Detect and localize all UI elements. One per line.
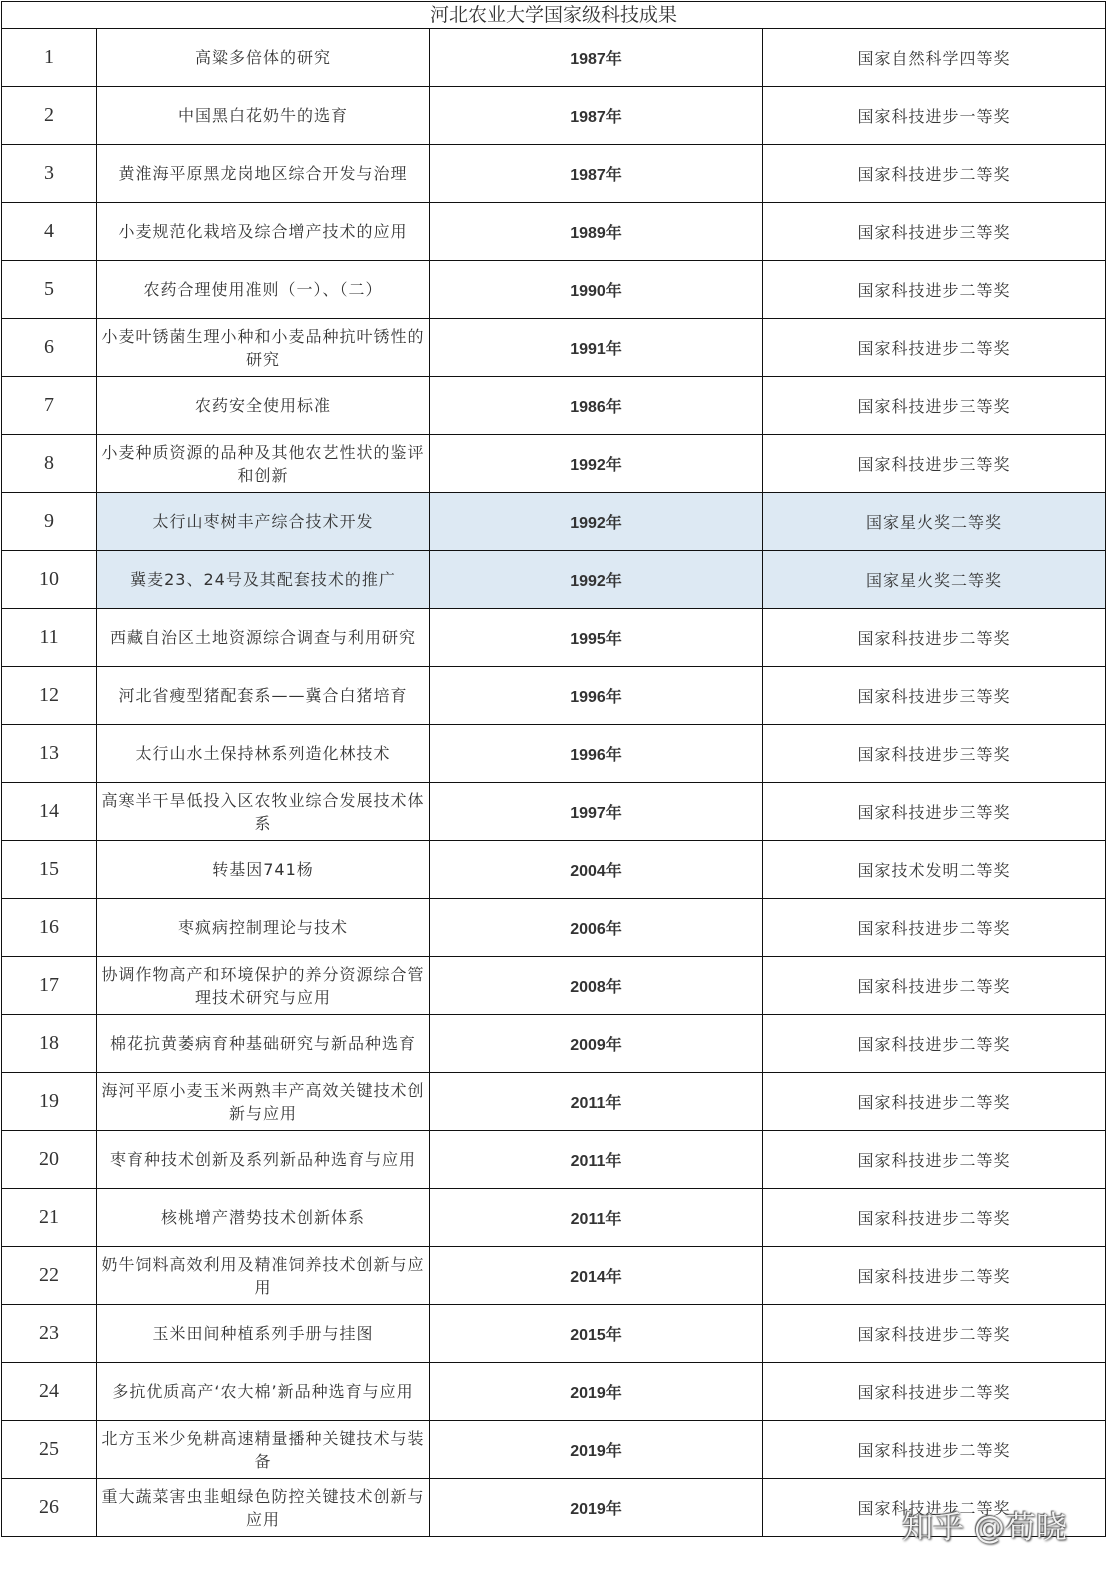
table-row: [2, 1363, 1106, 1421]
row-number: 21: [2, 1189, 97, 1247]
project-name: 海河平原小麦玉米两熟丰产高效关键技术创新与应用: [97, 1073, 430, 1131]
award-year: 2014年: [430, 1247, 763, 1305]
award-level: 国家科技进步二等奖: [763, 145, 1106, 203]
award-year: 1996年: [430, 725, 763, 783]
project-name: 棉花抗黄萎病育种基础研究与新品种选育: [97, 1015, 430, 1073]
project-name: 奶牛饲料高效利用及精准饲养技术创新与应用: [97, 1247, 430, 1305]
project-name: 重大蔬菜害虫韭蛆绿色防控关键技术创新与应用: [97, 1479, 430, 1537]
project-name: 小麦叶锈菌生理小种和小麦品种抗叶锈性的研究: [97, 319, 430, 377]
award-year: 2006年: [430, 899, 763, 957]
table-row: [2, 1073, 1106, 1131]
table-row: [2, 435, 1106, 493]
award-year: 1987年: [430, 87, 763, 145]
project-name: 河北省瘦型猪配套系——冀合白猪培育: [97, 667, 430, 725]
project-name: 高寒半干旱低投入区农牧业综合发展技术体系: [97, 783, 430, 841]
row-number: 15: [2, 841, 97, 899]
award-year: 1997年: [430, 783, 763, 841]
table-row: [2, 261, 1106, 319]
award-year: 1996年: [430, 667, 763, 725]
table-row: [2, 1247, 1106, 1305]
award-year: 2019年: [430, 1479, 763, 1537]
award-level: 国家科技进步一等奖: [763, 87, 1106, 145]
project-name: 枣疯病控制理论与技术: [97, 899, 430, 957]
row-number: 1: [2, 29, 97, 87]
award-level: 国家科技进步三等奖: [763, 377, 1106, 435]
award-level: 国家科技进步二等奖: [763, 609, 1106, 667]
table-row: [2, 493, 1106, 551]
award-year: 2019年: [430, 1363, 763, 1421]
row-number: 25: [2, 1421, 97, 1479]
row-number: 23: [2, 1305, 97, 1363]
row-number: 11: [2, 609, 97, 667]
row-number: 10: [2, 551, 97, 609]
row-number: 5: [2, 261, 97, 319]
row-number: 16: [2, 899, 97, 957]
award-year: 1992年: [430, 435, 763, 493]
table-row: [2, 1479, 1106, 1537]
row-number: 9: [2, 493, 97, 551]
project-name: 黄淮海平原黑龙岗地区综合开发与治理: [97, 145, 430, 203]
row-number: 17: [2, 957, 97, 1015]
award-year: 2009年: [430, 1015, 763, 1073]
award-level: 国家科技进步二等奖: [763, 1247, 1106, 1305]
row-number: 13: [2, 725, 97, 783]
award-level: 国家科技进步二等奖: [763, 1305, 1106, 1363]
award-level: 国家科技进步二等奖: [763, 1189, 1106, 1247]
table-row: [2, 957, 1106, 1015]
award-level: 国家科技进步二等奖: [763, 319, 1106, 377]
table-row: [2, 667, 1106, 725]
award-year: 1987年: [430, 29, 763, 87]
row-number: 20: [2, 1131, 97, 1189]
award-level: 国家星火奖二等奖: [763, 551, 1106, 609]
award-level: 国家科技进步三等奖: [763, 783, 1106, 841]
project-name: 枣育种技术创新及系列新品种选育与应用: [97, 1131, 430, 1189]
award-year: 2008年: [430, 957, 763, 1015]
watermark: 知乎 @荀晓: [902, 1510, 1067, 1546]
table-row: [2, 551, 1106, 609]
award-year: 2011年: [430, 1073, 763, 1131]
table-row: [2, 203, 1106, 261]
award-year: 2019年: [430, 1421, 763, 1479]
table-row: [2, 1305, 1106, 1363]
award-level: 国家科技进步三等奖: [763, 435, 1106, 493]
row-number: 8: [2, 435, 97, 493]
row-number: 24: [2, 1363, 97, 1421]
table-row: [2, 87, 1106, 145]
table-body: [2, 29, 1106, 1537]
award-year: 2011年: [430, 1131, 763, 1189]
award-year: 1990年: [430, 261, 763, 319]
award-level: 国家科技进步二等奖: [763, 261, 1106, 319]
award-year: 2015年: [430, 1305, 763, 1363]
table-title: 河北农业大学国家级科技成果: [2, 2, 1106, 29]
award-level: 国家科技进步二等奖: [763, 1131, 1106, 1189]
table-row: [2, 377, 1106, 435]
award-year: 1991年: [430, 319, 763, 377]
table-row: [2, 609, 1106, 667]
table-row: [2, 29, 1106, 87]
award-year: 1992年: [430, 551, 763, 609]
award-year: 1995年: [430, 609, 763, 667]
project-name: 太行山水土保持林系列造化林技术: [97, 725, 430, 783]
award-level: 国家星火奖二等奖: [763, 493, 1106, 551]
row-number: 19: [2, 1073, 97, 1131]
award-year: 1992年: [430, 493, 763, 551]
award-level: 国家科技进步二等奖: [763, 1015, 1106, 1073]
table-row: [2, 319, 1106, 377]
award-year: 1986年: [430, 377, 763, 435]
table-row: [2, 725, 1106, 783]
award-level: 国家科技进步二等奖: [763, 1073, 1106, 1131]
project-name: 转基因741杨: [97, 841, 430, 899]
project-name: 玉米田间种植系列手册与挂图: [97, 1305, 430, 1363]
award-year: 2004年: [430, 841, 763, 899]
award-level: 国家技术发明二等奖: [763, 841, 1106, 899]
table-row: [2, 145, 1106, 203]
award-level: 国家科技进步三等奖: [763, 725, 1106, 783]
row-number: 12: [2, 667, 97, 725]
project-name: 冀麦23、24号及其配套技术的推广: [97, 551, 430, 609]
project-name: 核桃增产潜势技术创新体系: [97, 1189, 430, 1247]
project-name: 中国黑白花奶牛的选育: [97, 87, 430, 145]
award-level: 国家科技进步二等奖: [763, 1421, 1106, 1479]
table-row: [2, 783, 1106, 841]
project-name: 协调作物高产和环境保护的养分资源综合管理技术研究与应用: [97, 957, 430, 1015]
achievements-table: [1, 1, 1106, 1537]
award-level: 国家科技进步三等奖: [763, 667, 1106, 725]
award-level: 国家科技进步二等奖: [763, 899, 1106, 957]
row-number: 18: [2, 1015, 97, 1073]
award-level: 国家科技进步二等奖: [763, 1363, 1106, 1421]
project-name: 西藏自治区土地资源综合调查与利用研究: [97, 609, 430, 667]
table-row: [2, 841, 1106, 899]
table-row: [2, 1131, 1106, 1189]
row-number: 26: [2, 1479, 97, 1537]
row-number: 3: [2, 145, 97, 203]
project-name: 高粱多倍体的研究: [97, 29, 430, 87]
project-name: 农药合理使用准则（一）、（二）: [97, 261, 430, 319]
table-row: [2, 899, 1106, 957]
row-number: 7: [2, 377, 97, 435]
table-row: [2, 1421, 1106, 1479]
award-level: 国家科技进步二等奖: [763, 957, 1106, 1015]
award-level: 国家科技进步三等奖: [763, 203, 1106, 261]
row-number: 4: [2, 203, 97, 261]
project-name: 农药安全使用标准: [97, 377, 430, 435]
award-level: 国家自然科学四等奖: [763, 29, 1106, 87]
row-number: 22: [2, 1247, 97, 1305]
award-year: 2011年: [430, 1189, 763, 1247]
project-name: 北方玉米少免耕高速精量播种关键技术与装备: [97, 1421, 430, 1479]
table-row: [2, 1189, 1106, 1247]
row-number: 14: [2, 783, 97, 841]
award-year: 1989年: [430, 203, 763, 261]
row-number: 2: [2, 87, 97, 145]
award-level: 国家科技进步二等奖: [763, 1479, 1106, 1537]
row-number: 6: [2, 319, 97, 377]
project-name: 太行山枣树丰产综合技术开发: [97, 493, 430, 551]
project-name: 多抗优质高产‘农大棉’新品种选育与应用: [97, 1363, 430, 1421]
table-row: [2, 1015, 1106, 1073]
project-name: 小麦规范化栽培及综合增产技术的应用: [97, 203, 430, 261]
project-name: 小麦种质资源的品种及其他农艺性状的鉴评和创新: [97, 435, 430, 493]
award-year: 1987年: [430, 145, 763, 203]
